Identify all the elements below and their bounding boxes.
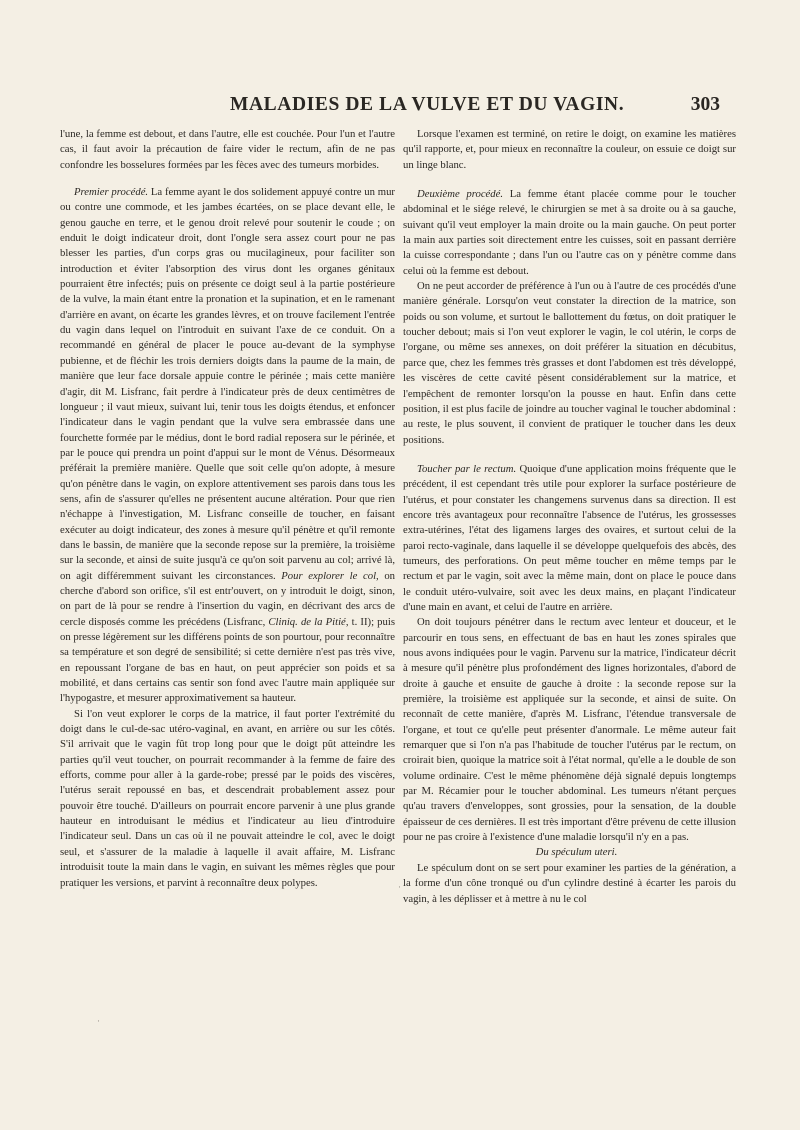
explore-col-text-2: , t. II); puis on presse légèrement sur les différens points de son pourtour, pour reconnaître sa température et son degré de sensibilité; si cette dernière n'est pas très vive, en repoussant l'organe de bas en haut, on peut apprécier son poids et sa mobilité, et dans certains cas sentir son fond avec l'autre main appliquée sur l'hypogastre, et mesurer approximativement sa hauteur.: [60, 615, 395, 705]
right-paragraph-1: Lorsque l'examen est terminé, on retire le doigt, on examine les matières qu'il rapporte, et, pour mieux en reconnaître la couleur, on essuie ce doigt sur un linge blanc.: [403, 128, 736, 171]
right-paragraph-6: Le spéculum dont on se sert pour examiner les parties de la génération, a la forme d'un cône tronqué ou d'un cylindre destiné à écarter les parois du vagin, à les déplisser et à mettre à nu le col: [403, 861, 736, 905]
first-procedure-heading: Premier procédé.: [74, 186, 149, 199]
rectum-heading: Toucher par le rectum.: [417, 462, 517, 475]
left-paragraph-1: l'une, la femme est debout, et dans l'autre, elle est couchée. Pour l'un et l'autre cas, il faut avoir la précaution de faire vider le rectum, afin de ne pas confondre les bosselures formées par les fèces avec des tumeurs morbides.: [60, 128, 395, 171]
right-paragraph-3: On ne peut accorder de préférence à l'un ou à l'autre de ces procédés d'une manière générale. Lorsqu'on veut constater la direction de la matrice, son poids ou son volume, et surtout le ballottement du fœtus, on doit pratiquer le toucher debout; mais si l'on veut explorer le vagin, le col utérin, le corps de l'organe, ou même ses annexes, on doit préférer la situation en décubitus, parce que, chez les femmes très grasses et dont l'abdomen est très développé, les viscères de cette cavité pèsent considérablement sur la matrice, et l'empêchent de remonter lorsqu'on la pousse en haut. Enfin dans cette position, il est plus facile de joindre au toucher vaginal le toucher abdominal : au reste, le plus souvent, il convient de pratiquer le toucher dans les deux positions.: [403, 280, 736, 446]
right-paragraph-5: On doit toujours pénétrer dans le rectum avec lenteur et douceur, et le parcourir en tous sens, en effectuant de bas en haut les zones spirales que nous avons indiquées pour le vagin. Parvenu sur la matrice, l'indicateur décrit à mesure qu'il pénètre plus profondément des lignes horizontales, d'abord de droite à gauche et ensuite de gauche à droite : la seconde repose sur la première, la troisième est appliquée sur la seconde, et ainsi de suite. On reconnaît de cette manière, d'après M. Lisfranc, l'étendue transversale de l'organe, et tout ce qu'elle peut présenter d'anormale. Le même auteur fait remarquer que si l'on n'a pas l'habitude de toucher l'utérus par le rectum, on croirait bien, quoique la matrice soit à l'état normal, qu'elle a le double de son volume ordinaire. C'est le même phénomène déjà signalé depuis longtemps par M. Récamier pour le toucher abdominal. Les tumeurs n'étant perçues qu'au travers d'enveloppes, sont grossies, pour la sensation, de la double épaisseur de ces dernières. Il est très important d'être prévenu de cette illusion pour ne pas croire à l'existence d'une maladie lorsqu'il n'y en a pas.: [403, 616, 736, 844]
second-procedure-text: La femme étant placée comme pour le toucher abdominal et le siége relevé, le chirurgien se met à sa droite ou à sa gauche, suivant qu'il veut employer la main droite ou la main gauche. On peut porter la main aux parties soit directement entre les cuisses, soit en passant derrière la cuisse correspondante ; dans l'un ou l'autre cas on y pénètre comme dans celui où la femme est debout.: [403, 188, 736, 277]
right-column: [403, 127, 736, 907]
margin-dot: ·: [97, 1016, 100, 1026]
first-procedure-text: La femme ayant le dos solidement appuyé contre un mur ou contre une commode, et les jambes écartées, on se place devant elle, le genou gauche en terre, et le genou droit relevé pour soutenir le coude ; on enduit le doigt indicateur droit, dont l'ongle sera assez court pour ne pas blesser les parties, d'un corps gras ou mucilagineux, pour faciliter son introduction et éviter l'absorption des virus dont les organes génitaux pourraient être infectés; puis on présente ce doigt seul à la partie postérieure de la vulve, la main étant entre la pronation et la supination, et en le ramenant d'arrière en avant, on écarte les grandes lèvres, et on trouve facilement l'entrée du vagin dans lequel on l'introduit en suivant l'axe de ce conduit. On a recommandé en général de placer le pouce au-devant de la symphyse pubienne, et de fléchir les trois derniers doigts dans la paume de la main, de manière que leur face dorsale appuie contre le périnée ; mais cette manière d'agir, dit M. Lisfranc, fait perdre à l'indicateur près de deux centimètres de longueur ; il vaut mieux, suivant lui, tenir tous les doigts étendus, et enfoncer l'indicateur dans le vagin pendant que la vulve sera embrassée dans une fourchette formée par le médius, dont le bord radial reposera sur le périnée, et par le pouce qui prendra un point d'appui sur le mont de Vénus. Désormeaux préférait la première manière. Quelle que soit celle qu'on adopte, à mesure qu'on pénètre dans le vagin, on explore attentivement ses parois dans tous les sens, afin de s'assurer qu'elles ne présentent aucune altération. Pour que rien n'échappe à l'investigation, M. Lisfranc conseille de toucher, en faisant exécuter au doigt indicateur, des zones à mesure qu'il pénètre et qu'il remonte dans le bassin, de manière que la seconde repose sur la première, la troisième sur la seconde, et ainsi de suite jusqu'à ce qu'on soit parvenu au col; arrivé là, on agit différemment suivant les circonstances.: [60, 186, 395, 582]
speculum-subheading: Du spéculum uteri.: [535, 846, 618, 859]
explore-col-text: on cherche d'abord son orifice, s'il est entr'ouvert, on y introduit le doigt, sinon, on part de là pour se rendre à l'insertion du vagin, en décrivant des arcs de cercle disposés comme les précédens (Lisfranc,: [60, 569, 396, 628]
rectum-text: Quoique d'une application moins fréquente que le précédent, il est cependant très utile pour explorer la surface postérieure de l'utérus, et pour constater les changemens survenus dans sa direction. Il est encore très avantageux pour reconnaître l'absence de l'utérus, les grossesses extra-utérines, l'état des ligamens larges des ovaires, et surtout celui de la paroi recto-vaginale, dans laquelle il se développe quelquefois des abcès, des tumeurs, des perforations. On peut même toucher en même temps par le rectum et par le vagin, soit avec la même main, dont on place le pouce dans le conduit utéro-vulvaire, soit avec les deux mains, en plaçant l'indicateur d'une main en avant, et celui de l'autre en arrière.: [403, 462, 736, 613]
explore-col-heading: Pour explorer le col,: [281, 569, 379, 582]
running-title: MALADIES DE LA VULVE ET DU VAGIN.: [230, 94, 625, 115]
left-paragraph-2: [60, 185, 395, 707]
citation: Cliniq. de la Pitié: [268, 615, 346, 628]
page-header: [230, 94, 720, 120]
left-column: [60, 127, 395, 891]
page-number: 303: [690, 94, 720, 115]
second-procedure-heading: Deuxième procédé.: [417, 188, 504, 201]
right-paragraph-2: [403, 187, 736, 279]
right-paragraph-4: [403, 462, 736, 615]
left-paragraph-3: Si l'on veut explorer le corps de la matrice, il faut porter l'extrémité du doigt dans le cul-de-sac utéro-vaginal, en avant, en arrière ou sur les côtés. S'il arrivait que le vagin fût trop long pour que le doigt pût atteindre les parties qu'il veut toucher, on pourrait recommander à la femme de faire des efforts, comme pour aller à la garde-robe; pressé par le poids des viscères, l'utérus serait repoussé en bas, et descendrait probablement assez pour pouvoir être touché. D'ailleurs on pourrait encore parvenir à une plus grande hauteur en introduisant le médius et l'indicateur au lieu d'introduire l'indicateur seul. Dans un cas où il ne pouvait atteindre le col, avec le doigt seul, et s'assurer de la maladie à laquelle il avait affaire, M. Lisfranc introduisit toute la main dans le vagin, en suivant les mêmes règles que pour pratiquer les versions, et parvint à reconnaître deux polypes.: [60, 707, 395, 889]
margin-dot: ·: [398, 882, 401, 892]
